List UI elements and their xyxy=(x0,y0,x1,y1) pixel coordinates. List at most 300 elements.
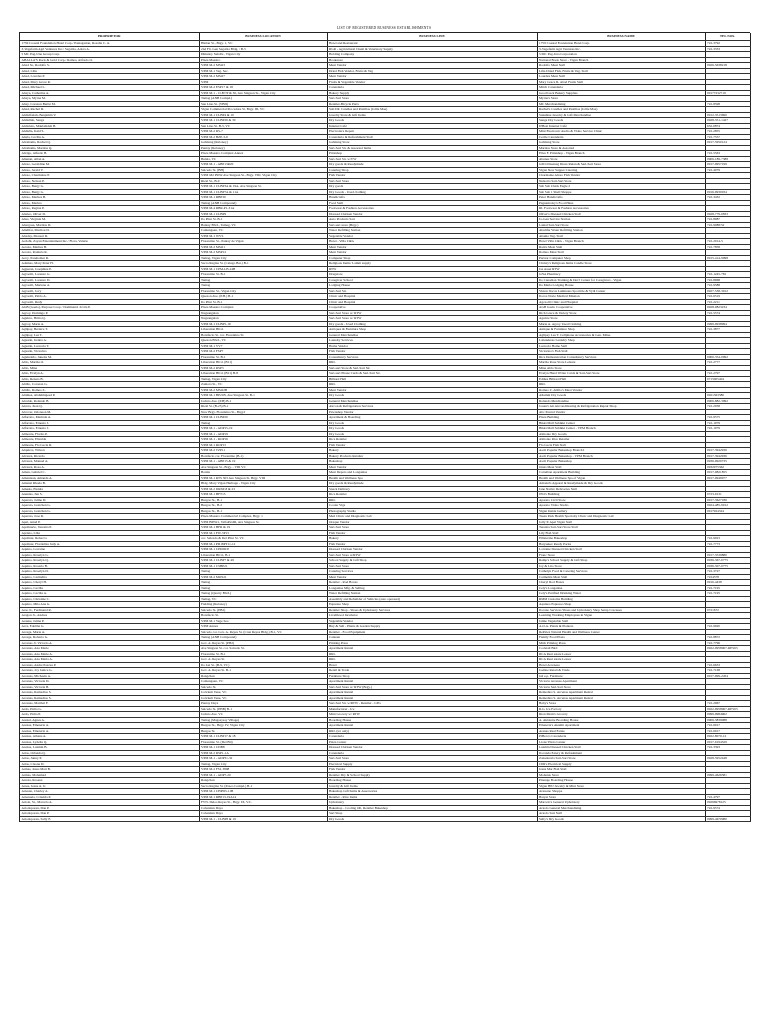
proprietor-cell: Abreo, Geraldine M. xyxy=(20,162,199,168)
business-line-cell: Fruits & Vegetable Vendor xyxy=(327,79,537,85)
tel-nos-cell: 0928-0823234 xyxy=(705,305,750,311)
business-location-cell: Vigan Commercial Procedure St. Brgy. III, VC xyxy=(199,107,327,113)
business-line-cell: Dry Goods xyxy=(327,816,537,822)
proprietor-cell: AGB (Gaelo), Purpose Coop / Dominanci Jovita P. xyxy=(20,305,199,311)
business-location-cell: VPM M-1 - CLBP8 & 19 xyxy=(199,816,327,822)
business-name-cell: Sunshine Jewelry & Gift Merchandise xyxy=(537,112,705,118)
proprietor-cell: Alfarrato, Marinda A. xyxy=(20,415,199,421)
tel-nos-cell: 722-3727 xyxy=(705,569,750,575)
business-location-cell: Nagsangalan xyxy=(199,316,327,322)
business-line-cell: Apartment Rental xyxy=(327,695,537,701)
business-line-cell: RRL xyxy=(327,382,537,388)
column-header-proprietor: PROPRIETOR xyxy=(20,33,199,41)
proprietor-cell: Agustin, Lucrecia T. xyxy=(20,343,199,349)
business-name-cell: Ariodo Sari Stall xyxy=(537,811,705,817)
business-line-cell: Vegetable Vendor xyxy=(327,233,537,239)
business-name-cell: Lily Fish Stall xyxy=(537,530,705,536)
business-name-cell: PiHero's Carenderia xyxy=(537,734,705,740)
business-location-cell: Rizal St. (B-25) B-1 xyxy=(199,404,327,410)
proprietor-cell: Aglipay, Bernice T. xyxy=(20,327,199,333)
proprietor-cell: Ariodoporen, Dan P. xyxy=(20,805,199,811)
business-name-cell: Emeteria's Akumit Apartment xyxy=(537,723,705,729)
business-location-cell: VPM M-1 CPM-LB-24B xyxy=(199,266,327,272)
business-line-cell: Longanisa Mfg. & Selling xyxy=(327,585,537,591)
column-header-business-line: BUSINESS LINE xyxy=(327,33,537,41)
proprietor-cell: Agpuran, Josephine P. xyxy=(20,266,199,272)
business-name-cell: Jas Asset RTW xyxy=(537,266,705,272)
tel-nos-cell: 722-3393 xyxy=(705,745,750,751)
business-location-cell: Plaza Maestro xyxy=(199,57,327,63)
business-name-cell: Cecile Carenderia xyxy=(537,134,705,140)
business-line-cell: Electronics Repair xyxy=(327,129,537,135)
business-name-cell: Abulifar Water Refilling Station xyxy=(537,228,705,234)
business-name-cell: Lucrecia Home Stall xyxy=(537,343,705,349)
business-line-cell: Espresso Shop xyxy=(327,602,537,608)
business-line-cell: Sari-Sari Store w/ RTW (Brgy.) xyxy=(327,684,537,690)
business-line-cell: Dry goods xyxy=(327,184,537,190)
proprietor-cell: Araune, Jaime P. xyxy=(20,618,199,624)
business-name-cell: Family Food Plaza xyxy=(537,635,705,641)
business-line-cell: Consultancy Services xyxy=(327,354,537,360)
business-location-cell: VPM M-2 DRSP-8 & 23 xyxy=(199,486,327,492)
business-location-cell: Tamag, Vigan City xyxy=(199,255,327,261)
tel-nos-cell: 0917-9957199 xyxy=(705,162,750,168)
business-name-cell: Ilocos Norte Medical Mission xyxy=(537,294,705,300)
tel-nos-cell: 722-6917 xyxy=(705,728,750,734)
business-name-cell: Baryseker Ready Packs xyxy=(537,541,705,547)
proprietor-cell: Almonte, Florito P. xyxy=(20,431,199,437)
business-line-cell: Upholstery xyxy=(327,800,537,806)
proprietor-cell: Aquino, Christine C. xyxy=(20,596,199,602)
business-line-cell: Fish Vendor xyxy=(327,349,537,355)
business-line-cell: Cooperative xyxy=(327,305,537,311)
business-name-cell: Flo Lucia Fish Stall xyxy=(537,442,705,448)
business-name-cell: Romeo Meat Stall xyxy=(537,250,705,256)
business-location-cell: Gov. A. Reyes St. (PB2) xyxy=(199,640,327,646)
business-name-cell: Lourdes Meat Stall xyxy=(537,74,705,80)
business-location-cell: VPM M-1 PD18PT11-12 xyxy=(199,541,327,547)
proprietor-cell: Acosta, Romulo R. xyxy=(20,250,199,256)
proprietor-cell: Arcenas, Joy Janice G. xyxy=(20,668,199,674)
business-name-cell: Romeo Z. Abillo's Meat Vendor xyxy=(537,387,705,393)
business-location-cell: Ilo Lui St. (B-9, VC) xyxy=(199,662,327,668)
business-location-cell: Gahitang (Reloney) xyxy=(199,140,327,146)
business-line-cell: Dressed Chicken Vendor xyxy=(327,211,537,217)
tel-nos-cell: 0936-9920735 xyxy=(705,459,750,465)
proprietor-cell: Agustin, Victorino xyxy=(20,349,199,355)
proprietor-cell: Arcenas, Maribel F. xyxy=(20,701,199,707)
tel-nos-cell: 0932975362 xyxy=(705,464,750,470)
business-line-cell: Billiard Hall xyxy=(327,376,537,382)
business-name-cell: Jane Native Delicacies Stall xyxy=(537,486,705,492)
tel-nos-cell: 722-3432 xyxy=(705,195,750,201)
proprietor-cell: Arcega, Marie A. xyxy=(20,629,199,635)
tel-nos-cell: 0917-9949077 xyxy=(705,475,750,481)
business-name-cell: Ellisterina Bakeshop xyxy=(537,536,705,542)
proprietor-cell: Abreo, Jerald V. xyxy=(20,167,199,173)
business-line-cell: Apartment & Boarding xyxy=(327,415,537,421)
business-line-cell: Lodging House xyxy=(327,283,537,289)
business-line-cell: Pawnshop Vendor xyxy=(327,409,537,415)
tel-nos-cell: 0927-538-3912 xyxy=(705,288,750,294)
tel-nos-cell: 0922-9958967-RES63 xyxy=(705,706,750,712)
business-location-cell: VPM M-1 FW-3P13 xyxy=(199,530,327,536)
tel-nos-cell: 722-6633 xyxy=(705,662,750,668)
business-name-cell: Oliver's Dressed Chicken Stall xyxy=(537,211,705,217)
tel-nos-cell: 722-6519 xyxy=(705,294,750,300)
proprietor-cell: Aman, Gabriel C. xyxy=(20,470,199,476)
business-location-cell: VPM M-2 MSO1 xyxy=(199,244,327,250)
business-line-cell: Bookstore xyxy=(327,57,537,63)
proprietor-cell: Arcenas, Ana Marie A. xyxy=(20,651,199,657)
business-line-cell: RRL xyxy=(327,651,537,657)
tel-nos-cell: 0928-351-1427 xyxy=(705,118,750,124)
tel-nos-cell: 722-9574 xyxy=(705,805,750,811)
business-line-cell: Sari Shop xyxy=(327,811,537,817)
business-location-cell: Bonita xyxy=(199,470,327,476)
business-line-cell: Dressed Chicken Vendor xyxy=(327,745,537,751)
tel-nos-cell: 722-2855 xyxy=(705,129,750,135)
business-line-cell: Aircon & Refrigeration Services xyxy=(327,404,537,410)
tel-nos-cell: 0928-5952448 xyxy=(705,756,750,762)
business-location-cell: Jacinto Ave. VC xyxy=(199,712,327,718)
proprietor-cell: Aquino, Cecilia xyxy=(20,585,199,591)
tel-nos-cell: 722-1245-781 xyxy=(705,272,750,278)
tel-nos-cell: 722-4797 xyxy=(705,794,750,800)
business-name-cell: Jo-Gen Service Station xyxy=(537,217,705,223)
business-line-cell: Fish Vendor xyxy=(327,442,537,448)
tel-nos-cell: 0917-3942936 xyxy=(705,448,750,454)
business-location-cell: VPM M-1 BFR & 19 xyxy=(199,525,327,531)
business-name-cell: Cely's Purified Drinking Water xyxy=(537,591,705,597)
tel-nos-cell: 722-7858 xyxy=(705,244,750,250)
business-name-cell: Charmaine Abreo Fish Vendor xyxy=(537,173,705,179)
business-line-cell: Dried Fish Vendor, Fruits & Veg xyxy=(327,68,537,74)
business-location-cell: VPM M-2 TZP11 xyxy=(199,448,327,454)
proprietor-cell: Armas, Mohamad xyxy=(20,772,199,778)
business-line-cell: Apartment Rental xyxy=(327,646,537,652)
tel-nos-cell: 722-7195 xyxy=(705,585,750,591)
business-location-cell: Sacra Regina St. (Calugo Bar.) B-1 xyxy=(199,261,327,267)
tel-nos-cell: 0999-9984962 xyxy=(705,712,750,718)
proprietor-cell: Aquino, Rosario B. xyxy=(20,563,199,569)
proprietor-cell: Abillo, Romeo Z. xyxy=(20,387,199,393)
business-location-cell: VPM M-1 CLBP9 xyxy=(199,211,327,217)
business-location-cell: VPM M-1 ROP13 xyxy=(199,442,327,448)
business-line-cell: Sari-Sari Str. & Assorted Items xyxy=(327,145,537,151)
business-name-cell: Peter Handicrafts xyxy=(537,195,705,201)
column-header-business-location: BUSINESS LOCATION xyxy=(199,33,327,41)
business-name-cell: Parizar Computer Shop xyxy=(537,255,705,261)
business-name-cell: Mohanis Store xyxy=(537,772,705,778)
business-line-cell: Meat Vendor xyxy=(327,244,537,250)
business-name-cell: Sally's Dry Goods xyxy=(537,816,705,822)
business-line-cell: Sari-sari Store & Sari-Sari Str. xyxy=(327,365,537,371)
tel-nos-cell: 722-3877 xyxy=(705,327,750,333)
business-location-cell: Bantay Blvd., Tamag, VC xyxy=(199,222,327,228)
business-location-cell: Burgos St., B-2 xyxy=(199,503,327,509)
business-line-cell: Bakery xyxy=(327,536,537,542)
business-line-cell: RRL xyxy=(327,657,537,663)
business-line-cell: Canteen xyxy=(327,635,537,641)
business-location-cell: 2nd Flr. Gen Segobia Bldg. / B-5 xyxy=(199,46,327,52)
tel-nos-cell: 722-1979 xyxy=(705,426,750,432)
business-line-cell: Water Refilling Station xyxy=(327,228,537,234)
tel-nos-cell: 722-1979 xyxy=(705,420,750,426)
proprietor-cell: Amantean, Amanda A. xyxy=(20,475,199,481)
business-name-cell: Ascii Popular Bakeshop - VPM Branch xyxy=(537,453,705,459)
proprietor-cell: Ablo, Martha O. xyxy=(20,360,199,366)
proprietor-cell: ABALLA'S Rock & Gold Corp./ Ramos, Alfredo O. xyxy=(20,57,199,63)
business-location-cell: VPM M-2 MSP12 xyxy=(199,250,327,256)
business-line-cell: Retailer Dry & School Supply xyxy=(327,772,537,778)
proprietor-cell: Alcover, Odonaon M. xyxy=(20,409,199,415)
business-name-cell: Victorino's Fish Stall xyxy=(537,349,705,355)
proprietor-cell: Abrahams, Marilou Q. xyxy=(20,145,199,151)
tel-nos-cell: 0912-3513690 xyxy=(705,112,750,118)
business-line-cell: Sari-Sari Store w/RTW xyxy=(327,552,537,558)
business-location-cell: VPM M-1 CLBP20 xyxy=(199,415,327,421)
business-location-cell: VPM M-2 RSP3 xyxy=(199,365,327,371)
proprietor-cell: Agcaoili, Marlene A. xyxy=(20,283,199,289)
business-location-cell: Hinlan St., Brgy. 1, VC xyxy=(199,41,327,47)
business-name-cell: Hotel Villa C&G - Vigan Branch xyxy=(537,239,705,245)
tel-nos-cell: 0906-354-0992 xyxy=(705,354,750,360)
business-name-cell: A. Akbanite Boarding House xyxy=(537,717,705,723)
business-location-cell: Zamora St., VC xyxy=(199,382,327,388)
business-name-cell: Teresita Sari-Sari Store Stall xyxy=(537,525,705,531)
business-name-cell: Ilo Maria Lodging House xyxy=(537,283,705,289)
business-name-cell: CPR's Electrical Supply xyxy=(537,761,705,767)
business-location-cell: Florentino St. B-1 xyxy=(199,354,327,360)
business-line-cell: Carenderia & Refreshment Stall xyxy=(327,134,537,140)
proprietor-cell: Agcaoili, Rudy xyxy=(20,299,199,305)
tel-nos-cell: 722-9575 xyxy=(705,415,750,421)
business-location-cell: Bonifacio St. xyxy=(199,613,327,619)
business-location-cell: Sacra Regina St. (Paseo Compd.) B-1 xyxy=(199,783,327,789)
business-name-cell: MC Merchandising xyxy=(537,101,705,107)
business-name-cell: Joeline Retail & Trade xyxy=(537,668,705,674)
business-location-cell: Gov. A. Reyes St. B-1 xyxy=(199,668,327,674)
directory-sheet xyxy=(19,24,749,986)
proprietor-cell: Arsas, Jesus A. Jr. xyxy=(20,783,199,789)
business-name-cell: Abama Veg. Stall xyxy=(537,233,705,239)
proprietor-cell: Abimea, Abdulmajeed P. xyxy=(20,393,199,399)
tel-nos-cell: 722-2014-5 xyxy=(705,239,750,245)
business-line-cell: Printshop xyxy=(327,151,537,157)
business-line-cell: Footwear & Fashion Accessories xyxy=(327,206,537,212)
proprietor-cell: Abreo, Marina xyxy=(20,200,199,206)
business-line-cell: Rice Retailer xyxy=(327,492,537,498)
business-location-cell: Tamag (Magsaysay Village) xyxy=(199,717,327,723)
business-name-cell: Lorraine Dressed Chicken Stall xyxy=(537,547,705,553)
business-location-cell: VPM M-1 BP21B, Ave Singson St. B-1 xyxy=(199,393,327,399)
business-location-cell: Burgos St., Brgy. IV, Vigan City xyxy=(199,723,327,729)
proprietor-cell: Abes, Virginia M. xyxy=(20,217,199,223)
tel-nos-cell: 0917924324 xyxy=(705,508,750,514)
proprietor-cell: Abad, Lilia xyxy=(20,68,199,74)
business-name-cell: Rain's Meat Stall xyxy=(537,244,705,250)
business-line-cell: Dry Goods xyxy=(327,393,537,399)
business-name-cell: Gahitang Store xyxy=(537,140,705,146)
business-location-cell: Rangchan xyxy=(199,673,327,679)
business-line-cell: Religious Items/ Lamm supply xyxy=(327,261,537,267)
business-location-cell: Tamag xyxy=(199,420,327,426)
business-line-cell: Bakery xyxy=(327,448,537,454)
business-location-cell: Camangaan, VC xyxy=(199,679,327,685)
business-location-cell: Tamag xyxy=(199,585,327,591)
proprietor-cell: Abreo, Benjy G. xyxy=(20,189,199,195)
proprietor-cell: Aguirre, Hrma Q. xyxy=(20,316,199,322)
business-line-cell: RRL (lot only) xyxy=(327,728,537,734)
business-line-cell: RRL xyxy=(327,360,537,366)
proprietor-cell: Agcaoili, Lorenzo G. xyxy=(20,272,199,278)
business-name-cell: National Book Store - Vigan Branch xyxy=(537,57,705,63)
business-line-cell: Dry Goods xyxy=(327,420,537,426)
business-name-cell: Lantal Sari-Sari Store xyxy=(537,222,705,228)
business-name-cell: Remedios S. Arcenas Apartment Rental xyxy=(537,690,705,696)
business-name-cell: Almonte Dry Goods xyxy=(537,431,705,437)
business-line-cell: Carenderia xyxy=(327,750,537,756)
proprietor-cell: Agcaoili, Pablo A. xyxy=(20,294,199,300)
business-line-cell: Fish Vendor xyxy=(327,767,537,773)
tel-nos-cell: 0928-779-0833 xyxy=(705,211,750,217)
business-line-cell: Mini Grocery w/ RTW xyxy=(327,712,537,718)
proprietor-cell: Arcenas, Ana Marie xyxy=(20,646,199,652)
business-location-cell: Tamag xyxy=(199,580,327,586)
business-location-cell: VPM M-1 CLBP7 & 49 xyxy=(199,558,327,564)
business-name-cell: Hotel Arcenasa xyxy=(537,662,705,668)
business-name-cell: Martha Rose Store Leisure xyxy=(537,360,705,366)
business-name-cell: Allumm Dry Goods xyxy=(537,393,705,399)
proprietor-cell: Agcoy, Domingo P. xyxy=(20,310,199,316)
business-name-cell: Good Luck Bakery Supplies xyxy=(537,90,705,96)
proprietor-cell: Alquiros, Wilson xyxy=(20,448,199,454)
business-location-cell: VPM M-2 RS-7 xyxy=(199,129,327,135)
business-line-cell: Hotel - Villa C&G xyxy=(327,239,537,245)
tel-nos-cell: 0999-9938994 xyxy=(705,321,750,327)
business-line-cell: Caregiver School xyxy=(327,277,537,283)
business-name-cell: Baby's Store xyxy=(537,701,705,707)
business-location-cell: Tamag (ANB Compd.) xyxy=(199,96,327,102)
business-line-cell: Sari-Sari Store xyxy=(327,756,537,762)
proprietor-cell: Artezuela, Criselda P. xyxy=(20,794,199,800)
business-location-cell: VPM xyxy=(199,79,327,85)
proprietor-cell: Alvarez, Manuel A. xyxy=(20,459,199,465)
tel-nos-cell: 722-7557 xyxy=(705,134,750,140)
business-name-cell: Rion Mom's Grocery xyxy=(537,712,705,718)
proprietor-cell: Abad Sr., Rodolfo S. xyxy=(20,63,199,69)
tel-nos-cell: 0906-3839088 xyxy=(705,717,750,723)
business-name-cell: GM Orlasanag Dress Rutan & Sari-Sari Store xyxy=(537,162,705,168)
business-location-cell: Florentino St., Pantay de Vigan xyxy=(199,239,327,245)
proprietor-cell: Abaya, Myrna M. xyxy=(20,96,199,102)
business-name-cell: Abc Pawnd Vendor xyxy=(537,409,705,415)
business-name-cell: D'Best Internet Café xyxy=(537,123,705,129)
business-line-cell: Meat Vendor xyxy=(327,464,537,470)
business-line-cell: Snack Delivery xyxy=(327,486,537,492)
proprietor-cell: Arenas, Emeteria A. xyxy=(20,728,199,734)
proprietor-cell: Arao Jr., Ferdinand R. xyxy=(20,607,199,613)
tel-nos-cell: 722-9920 xyxy=(705,624,750,630)
business-line-cell: Buy & Sell - Plants & Garden Supply xyxy=(327,624,537,630)
business-location-cell: VPM M-1 - 1LB7/P & 30, Ave Singson St., Vigan City xyxy=(199,90,327,96)
business-name-cell: Ariodo General Merchandising xyxy=(537,805,705,811)
tel-nos-cell: 722-8598 xyxy=(705,101,750,107)
business-location-cell: San Lino St. (VBD) xyxy=(199,101,327,107)
proprietor-cell: Aquino, Cecilia A. xyxy=(20,591,199,597)
tel-nos-cell: 0910-4438 xyxy=(705,580,750,586)
business-line-cell: Pizza Center xyxy=(327,739,537,745)
proprietor-cell: Agustin, Irenita A. xyxy=(20,338,199,344)
business-name-cell: Tasan Park Health Specialty Clinic and Diagnostic Lab xyxy=(537,514,705,520)
proprietor-cell: Abdullah, Sanga xyxy=(20,118,199,124)
column-header-business-name: BUSINESS NAME xyxy=(537,33,705,41)
business-name-cell: Lilia Dried Fish, Fruits & Veg. Stall xyxy=(537,68,705,74)
business-location-cell: Liberation Blvd. xyxy=(199,327,327,333)
business-line-cell: Jewelry & Gift Items xyxy=(327,783,537,789)
business-line-cell: Meat Vendor xyxy=(327,250,537,256)
business-name-cell: RMM Customs Building xyxy=(537,596,705,602)
business-location-cell: Burgos St., B-1 xyxy=(199,508,327,514)
business-name-cell: Mish Printing Press xyxy=(537,640,705,646)
proprietor-cell: Abrigo, Alfredo B. xyxy=(20,151,199,157)
business-line-cell: Cooler Vigs xyxy=(327,503,537,509)
tel-nos-cell: 0924-485-9012 xyxy=(705,503,750,509)
proprietor-cell: Aquino, Roselyn Q. xyxy=(20,558,199,564)
business-name-cell: Almonte Rice Retailer xyxy=(537,437,705,443)
tel-nos-cell: 722-7773 xyxy=(705,541,750,547)
business-location-cell: San Lino St. B-5, VC xyxy=(199,123,327,129)
business-line-cell: Sari-Sari Str. w/RTW - Retailer - LPG xyxy=(327,701,537,707)
business-location-cell: Jacinto Ave. (P.H) B-1 xyxy=(199,398,327,404)
business-line-cell: Meat Depots and Longanisa xyxy=(327,470,537,476)
proprietor-cell: Abaya, Catherine A. xyxy=(20,90,199,96)
business-line-cell: Home Vendor xyxy=(327,343,537,349)
business-line-cell: Handicrafts xyxy=(327,195,537,201)
proprietor-cell: Agcaoili, Jovy xyxy=(20,288,199,294)
tel-nos-cell: 722-2038 xyxy=(705,404,750,410)
proprietor-cell: Aparato, Gretchen G. xyxy=(20,503,199,509)
proprietor-cell: Abulifar, Marilou D. xyxy=(20,228,199,234)
business-line-cell: Sari-Sari Store xyxy=(327,178,537,184)
business-location-cell: VPM M2 P9N2 Ave Singson St., Brgy. VIII, Vigan City xyxy=(199,173,327,179)
business-location-cell: VPM M-4 RBR-P1-31A xyxy=(199,206,327,212)
proprietor-cell: Ariodoporen, Dan P. xyxy=(20,811,199,817)
proprietor-cell: Ablo, Evelyn A. xyxy=(20,371,199,377)
tel-nos-cell: 0936-307-0775 xyxy=(705,563,750,569)
business-line-cell: Retailer - Food Equipment xyxy=(327,629,537,635)
proprietor-cell: 1759 Coastal Foundation Hotel Corp./ Pantagarian, Rosalie C. A. xyxy=(20,41,199,47)
proprietor-cell: Arias, Cleone D. xyxy=(20,761,199,767)
business-name-cell: Mary Grace R. Abad Fruits Stall xyxy=(537,79,705,85)
business-line-cell: Sari-Sari Store xyxy=(327,525,537,531)
business-line-cell: Sari-sari store (Brgy.) xyxy=(327,222,537,228)
business-location-cell: Florentino St. (Del Bil) xyxy=(199,739,327,745)
business-line-cell: Dry Goods xyxy=(327,426,537,432)
business-location-cell: VPM M-2 MSO2B xyxy=(199,387,327,393)
business-location-cell: VPM M-2 MOS21 xyxy=(199,574,327,580)
proprietor-cell: Aglipay, Lea T. xyxy=(20,332,199,338)
document-title: LIST OF REGISTERED BUSINESS ESTABLISHMENTS xyxy=(336,26,432,30)
tel-nos-cell: 722-9588 xyxy=(705,283,750,289)
business-line-cell: Sari-Sari Store w/ RTW xyxy=(327,316,537,322)
proprietor-cell: Aguinaldo, Junette M. xyxy=(20,354,199,360)
proprietor-cell: Acoy, Parehomar R. xyxy=(20,255,199,261)
proprietor-cell: Alfarrato, Ernesto J. xyxy=(20,420,199,426)
proprietor-cell: Abduluto, Maklamdeh B. xyxy=(20,123,199,129)
business-name-cell: Ilo Canadian Training & Dev't Center for Caregivers - Vigan xyxy=(537,277,705,283)
